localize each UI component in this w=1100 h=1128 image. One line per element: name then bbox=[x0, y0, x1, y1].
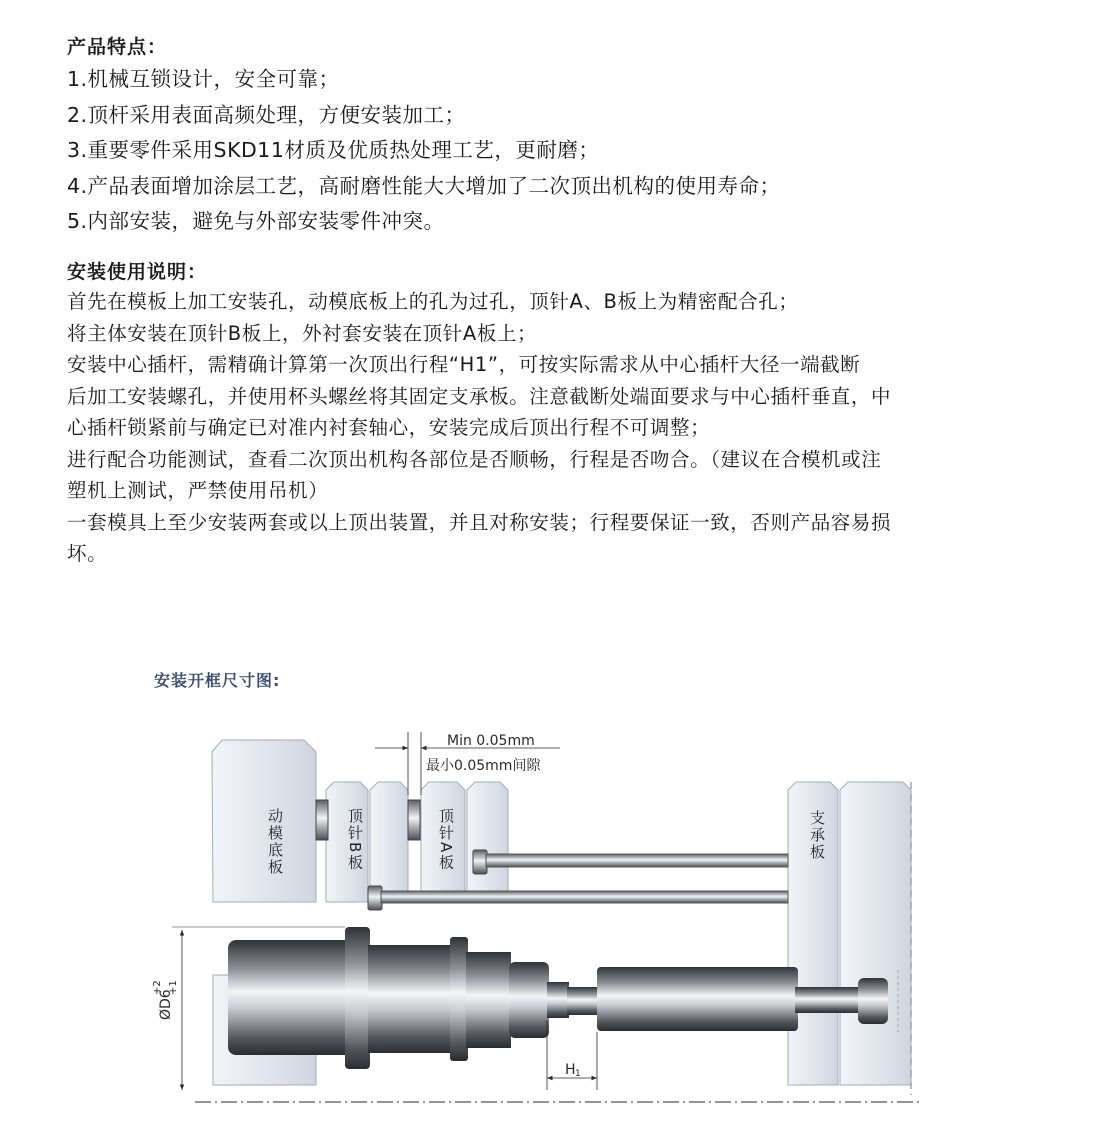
feature-item: 2.顶杆采用表面高频处理，方便安装加工； bbox=[67, 102, 466, 127]
instruction-line: 进行配合功能测试，查看二次顶出机构各部位是否顺畅，行程是否吻合。（建议在合模机或注 bbox=[67, 447, 882, 471]
instruction-line: 塑机上测试，严禁使用吊机） bbox=[67, 479, 329, 502]
instruction-line: 首先在模板上加工安装孔，动模底板上的孔为过孔，顶针A、B板上为精密配合孔； bbox=[67, 290, 799, 313]
instructions-body bbox=[67, 286, 1032, 570]
gap-min-label: Min 0.05mm bbox=[447, 733, 535, 749]
installation-diagram bbox=[0, 690, 1100, 1120]
feature-item: 1.机械互锁设计，安全可靠； bbox=[67, 67, 340, 91]
stroke-sub: 1 bbox=[575, 1069, 581, 1079]
plate-b bbox=[326, 782, 408, 902]
tol-upper: +2 bbox=[152, 980, 163, 995]
plate-support-label: 支承板 bbox=[808, 810, 826, 861]
diagram-title: 安装开框尺寸图: bbox=[154, 671, 281, 690]
instruction-line: 心插杆锁紧前与确定已对准内衬套轴心，安装完成后顶出行程不可调整； bbox=[67, 416, 711, 439]
instruction-line: 坏。 bbox=[67, 542, 108, 565]
features-title: 产品特点： bbox=[67, 36, 168, 58]
instruction-line: 安装中心插杆，需精确计算第一次顶出行程“H1”，可按实际需求从中心插杆大径一端截断 bbox=[67, 353, 861, 376]
instruction-line: 一套模具上至少安装两套或以上顶出装置，并且对称安装；行程要保证一致，否则产品容易损 bbox=[67, 510, 892, 534]
instruction-line: 后加工安装螺孔，并使用杯头螺丝将其固定支承板。注意截断处端面要求与中心插杆垂直，中 bbox=[67, 384, 892, 408]
plate-b-label: 顶针B板 bbox=[346, 808, 364, 872]
feature-item: 4.产品表面增加涂层工艺，高耐磨性能大大增加了二次顶出机构的使用寿命； bbox=[67, 173, 781, 198]
instruction-line: 将主体安装在顶针B板上，外衬套安装在顶针A板上； bbox=[67, 321, 538, 345]
plate-bottom-label: 动模底板 bbox=[266, 808, 284, 876]
ejector-pin-upper bbox=[473, 850, 788, 874]
stroke-dimension bbox=[547, 1020, 597, 1090]
features-list bbox=[67, 62, 781, 240]
tol-lower: +1 bbox=[168, 980, 179, 995]
plate-a-label: 顶针A板 bbox=[437, 808, 455, 872]
gap-cn-label: 最小0.05mm间隙 bbox=[426, 758, 541, 774]
feature-item: 3.重要零件采用SKD11材质及优质热处理工艺，更耐磨； bbox=[67, 138, 600, 162]
stroke-label: H bbox=[565, 1062, 576, 1078]
instructions-title: 安装使用说明： bbox=[67, 261, 208, 283]
feature-item: 5.内部安装，避免与外部安装零件冲突。 bbox=[67, 209, 445, 233]
plate-support bbox=[788, 782, 911, 1085]
diameter-label: ØD6 bbox=[158, 989, 174, 1020]
plate-a bbox=[421, 782, 508, 902]
